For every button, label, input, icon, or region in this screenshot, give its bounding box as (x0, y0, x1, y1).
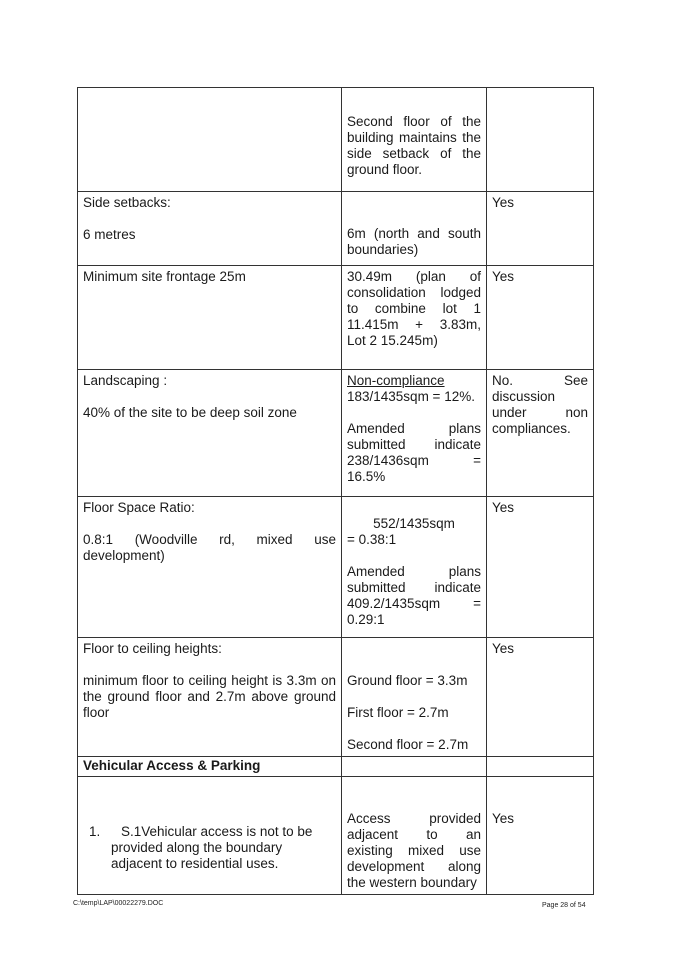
text-line: Amended plans (347, 564, 481, 579)
complies-value: Yes (492, 811, 515, 826)
text-line: Access provided (347, 811, 481, 826)
text-line: side setback of the (347, 146, 481, 161)
control-label: Floor to ceiling heights: (83, 641, 222, 656)
complies-value: Yes (492, 641, 515, 656)
cell-control (78, 88, 342, 192)
table-row (78, 88, 594, 192)
table-row (78, 638, 594, 757)
text-line: 11.415m + 3.83m, (347, 317, 481, 332)
compliance-table (77, 87, 594, 895)
table-row (78, 497, 594, 638)
text-line: 183/1435sqm = 12%. (347, 389, 475, 404)
text-line: No. See (492, 373, 588, 388)
text-line: Ground floor = 3.3m (347, 673, 468, 688)
text-line: floor (83, 705, 110, 720)
text-line: under non (492, 405, 588, 420)
complies-value: Yes (492, 269, 515, 284)
cell-control (78, 638, 342, 757)
cell-complies (487, 192, 594, 266)
footer-page-number: Page 28 of 54 (542, 902, 586, 909)
cell-proposed (342, 266, 487, 370)
list-number: 1. (89, 824, 101, 839)
complies-value: Yes (492, 195, 515, 210)
cell-control (78, 497, 342, 638)
cell-control (78, 192, 342, 266)
text-line: development) (83, 548, 165, 563)
text-line: Second floor of the (347, 114, 481, 129)
non-compliance-heading: Non-compliance (347, 373, 445, 388)
control-value: 40% of the site to be deep soil zone (83, 405, 297, 420)
cell-complies (487, 266, 594, 370)
text-line: Amended plans (347, 421, 481, 436)
text-line: Second floor = 2.7m (347, 737, 469, 752)
table-row (78, 777, 594, 895)
cell-complies (487, 777, 594, 895)
control-label: Side setbacks: (83, 195, 171, 210)
cell-proposed (342, 370, 487, 497)
cell-complies (487, 638, 594, 757)
text-line: 238/1436sqm = (347, 453, 481, 468)
text-line: development along (347, 859, 481, 874)
text-line: adjacent to an (347, 827, 481, 842)
text-line: 0.8:1 (Woodville rd, mixed use (83, 532, 336, 547)
cell-complies (487, 88, 594, 192)
cell-complies (487, 497, 594, 638)
text-line: building maintains the (347, 130, 481, 145)
cell-proposed (342, 757, 487, 777)
text-line: 552/1435sqm (373, 516, 455, 531)
cell-proposed (342, 497, 487, 638)
table-row (78, 370, 594, 497)
text-line: consolidation lodged (347, 285, 481, 300)
text-line: adjacent to residential uses. (111, 856, 279, 871)
cell-control (78, 266, 342, 370)
list-item (89, 824, 336, 872)
control-label: Floor Space Ratio: (83, 500, 195, 515)
text-line: boundaries) (347, 242, 419, 257)
text-line: 6m (north and south (347, 226, 481, 241)
text-line: First floor = 2.7m (347, 705, 449, 720)
table-row (78, 192, 594, 266)
text-line: ground floor. (347, 162, 423, 177)
text-line: provided along the boundary (111, 840, 283, 855)
cell-complies (487, 757, 594, 777)
text-line: Lot 2 15.245m) (347, 333, 438, 348)
control-label: Landscaping : (83, 373, 168, 388)
cell-proposed (342, 192, 487, 266)
cell-control (78, 370, 342, 497)
text-line: discussion (492, 389, 556, 404)
control-value: 6 metres (83, 227, 136, 242)
cell-proposed (342, 638, 487, 757)
complies-value: Yes (492, 500, 515, 515)
text-line: S.1Vehicular access is not to be (121, 824, 313, 839)
text-line: existing mixed use (347, 843, 481, 858)
cell-proposed (342, 777, 487, 895)
text-line: 30.49m (plan of (347, 269, 481, 284)
text-line: compliances. (492, 421, 571, 436)
table-row (78, 266, 594, 370)
text-line: submitted indicate (347, 437, 481, 452)
cell-proposed (342, 88, 487, 192)
section-heading: Vehicular Access & Parking (78, 757, 342, 777)
text-line: = 0.38:1 (347, 532, 397, 547)
text-line: submitted indicate (347, 580, 481, 595)
text-line: the ground floor and 2.7m above ground (83, 689, 336, 704)
text-line: 0.29:1 (347, 612, 385, 627)
text-line: 409.2/1435sqm = (347, 596, 481, 611)
text-line: the western boundary (347, 875, 477, 890)
control-label: Minimum site frontage 25m (83, 269, 246, 284)
cell-complies (487, 370, 594, 497)
table-row (78, 757, 594, 777)
text-line: minimum floor to ceiling height is 3.3m on (83, 673, 336, 688)
footer-file-path: C:\temp\LAP\00022279.DOC (73, 900, 164, 907)
text-line: 16.5% (347, 469, 386, 484)
text-line: to combine lot 1 (347, 301, 481, 316)
cell-control (78, 777, 342, 895)
